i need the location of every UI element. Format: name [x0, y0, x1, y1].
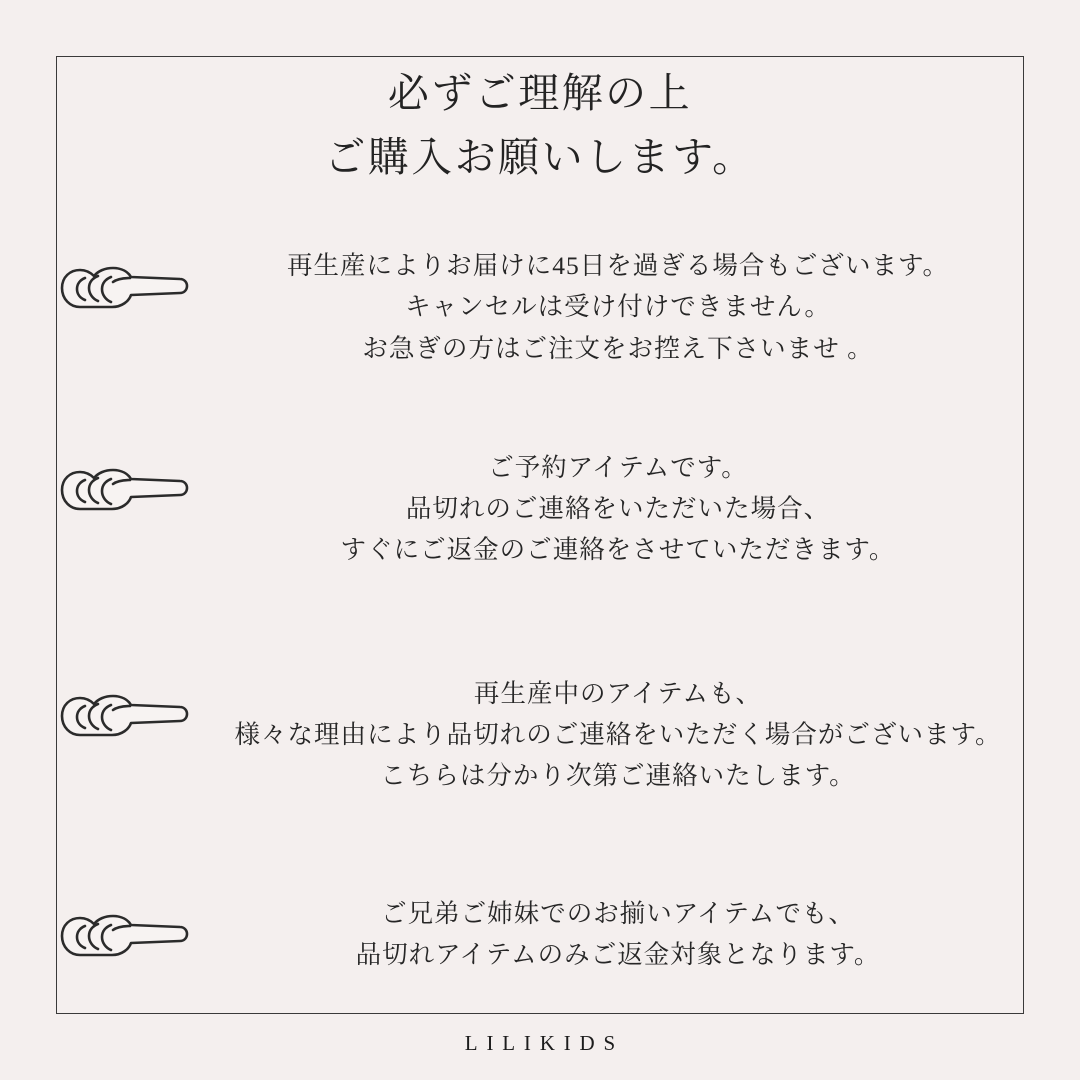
notice-line: 再生産によりお届けに45日を過ぎる場合もございます。	[287, 251, 949, 280]
notice-line: お急ぎの方はご注文をお控え下さいませ 。	[362, 333, 874, 363]
notice-item	[0, 447, 1080, 571]
notice-item	[0, 245, 1080, 369]
notice-text	[204, 447, 1038, 571]
pointing-hand-icon	[54, 447, 204, 537]
notice-line: 再生産中のアイテムも、	[473, 678, 763, 708]
notice-line: ご予約アイテムです。	[488, 452, 748, 482]
notice-line: キャンセルは受け付けできません。	[405, 292, 831, 322]
brand-logo: LILIKIDS	[464, 1031, 625, 1055]
notice-line: 品切れアイテムのみご返金対象となります。	[355, 939, 881, 969]
page-title-line-1: 必ずご理解の上	[387, 70, 693, 116]
pointing-hand-icon	[54, 245, 204, 335]
notice-text	[204, 245, 1038, 369]
notice-list	[0, 245, 1080, 983]
pointing-hand-icon	[54, 673, 204, 763]
page-title	[0, 62, 1080, 189]
pointing-hand-icon	[54, 893, 204, 983]
notice-line: 品切れのご連絡をいただいた場合、	[405, 494, 831, 524]
notice-line: こちらは分かり次第ご連絡いたします。	[380, 761, 856, 791]
notice-line: 様々な理由により品切れのご連絡をいただく場合がございます。	[234, 720, 1002, 750]
page-title-line-2: ご購入お願いします。	[324, 133, 756, 180]
notice-text	[204, 893, 1038, 976]
notice-line: ご兄弟ご姉妹でのお揃いアイテムでも、	[381, 898, 855, 928]
notice-line: すぐにご返金のご連絡をさせていただきます。	[340, 535, 896, 565]
notice-text	[204, 673, 1038, 797]
notice-item	[0, 893, 1080, 983]
notice-item	[0, 673, 1080, 797]
